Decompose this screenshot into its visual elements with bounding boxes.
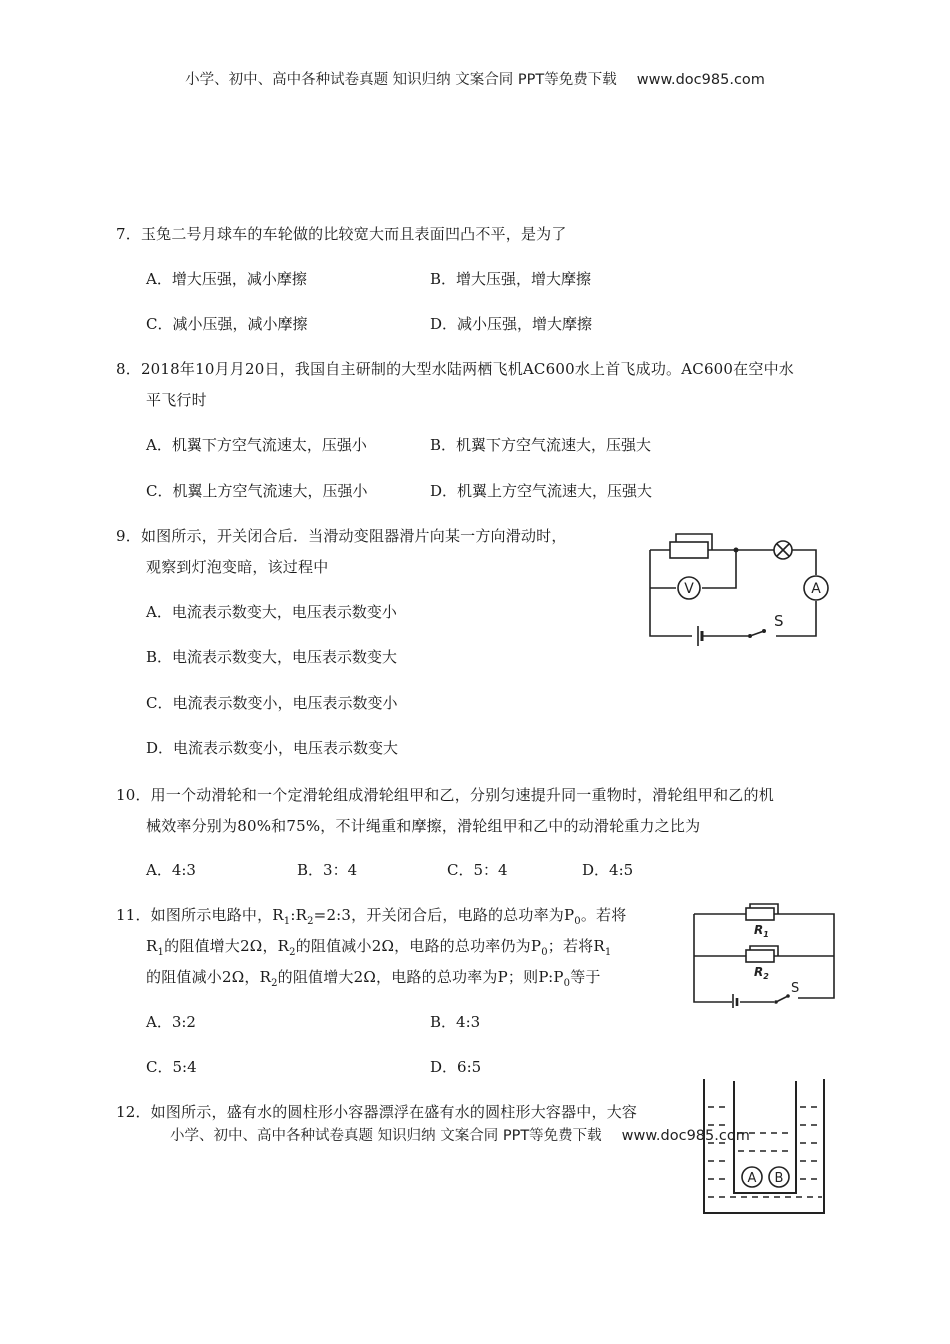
q10-option-b: B．3：4 [297, 861, 358, 879]
q10-stem-line1: 10．用一个动滑轮和一个定滑轮组成滑轮组甲和乙，分别匀速提升同一重物时，滑轮组甲和乙的机 [116, 786, 774, 804]
q9-voltmeter [678, 577, 700, 599]
q9-circuit-diagram [640, 528, 840, 650]
q11-r1-sub: 1 [763, 930, 769, 939]
page-header [0, 68, 950, 89]
q12-ball-b-label: B [774, 1171, 784, 1186]
q11-r2-label [754, 965, 769, 981]
q9-stem-line1: 9．如图所示，开关闭合后．当滑动变阻器滑片向某一方向滑动时， [116, 527, 567, 545]
q11-r2-body [746, 950, 774, 962]
q11-stem-line1 [116, 904, 626, 927]
q9-junction-dot [734, 548, 739, 553]
q12-ball-a [742, 1167, 762, 1187]
q11-switch-contact [774, 1000, 778, 1004]
q11-sub: 2 [271, 978, 278, 989]
q10-option-d: D．4:5 [582, 861, 634, 879]
footer-text: 小学、初中、高中各种试卷真题 知识归纳 文案合同 PPT等免费下载 [170, 1128, 602, 1144]
q9-voltmeter-label: V [684, 581, 694, 597]
q9-ammeter-label: A [811, 581, 821, 597]
q11-text: ；若将R [547, 937, 605, 955]
q11-text: 11．如图所示电路中，R [116, 906, 284, 924]
q11-sub: 0 [574, 916, 581, 927]
q11-text: 的阻值增大2Ω，电路的总功率为P；则P:P [277, 968, 564, 986]
footer-url[interactable]: www.doc985.com [621, 1128, 750, 1144]
q8-stem-line1: 8．2018年10月月20日，我国自主研制的大型水陆两栖飞机AC600水上首飞成功。AC600在空中水 [116, 360, 794, 378]
q11-option-a: A．3:2 [146, 1013, 196, 1031]
q10-option-a: A．4:3 [146, 861, 196, 879]
q7-option-a: A．增大压强，减小摩擦 [146, 270, 307, 288]
q11-switch-label: S [791, 981, 800, 996]
q9-rheostat-body [670, 542, 708, 558]
q10-stem-line2: 械效率分别为80%和75%，不计绳重和摩擦，滑轮组甲和乙中的动滑轮重力之比为 [146, 817, 701, 835]
q11-text: 。若将 [580, 906, 627, 924]
q11-text: R [146, 937, 158, 955]
q9-switch-label: S [774, 612, 784, 630]
q8-option-a: A．机翼下方空气流速太，压强小 [146, 436, 367, 454]
q11-text: 的阻值增大2Ω，R [164, 937, 290, 955]
q9-switch-pivot [762, 629, 766, 633]
q7-option-b: B．增大压强，增大摩擦 [430, 270, 592, 288]
q9-lamp [774, 541, 792, 559]
page-footer [170, 1124, 750, 1145]
q9-option-d: D．电流表示数变小，电压表示数变大 [146, 739, 399, 757]
q11-r1-letter: R [754, 923, 764, 937]
q10-option-c: C．5：4 [447, 861, 508, 879]
q11-r2-sub: 2 [763, 972, 769, 981]
q9-switch-contact [748, 634, 752, 638]
q12-stem: 12．如图所示，盛有水的圆柱形小容器漂浮在盛有水的圆柱形大容器中，大容 [116, 1103, 638, 1121]
q11-sub: 2 [289, 947, 296, 958]
q8-option-d: D．机翼上方空气流速大，压强大 [430, 482, 653, 500]
q11-text: :R [290, 906, 308, 924]
q11-sub: 2 [307, 916, 314, 927]
q12-container-diagram [698, 1075, 834, 1219]
q11-r2-letter: R [754, 965, 764, 979]
q11-sub: 1 [157, 947, 165, 958]
q8-option-b: B．机翼下方空气流速大，压强大 [430, 436, 652, 454]
q12-water-lines [708, 1107, 822, 1197]
q9-ammeter [804, 576, 828, 600]
q9-option-c: C．电流表示数变小，电压表示数变小 [146, 694, 398, 712]
q11-sub: 0 [563, 978, 571, 989]
q11-text: 的阻值减小2Ω，电路的总功率仍为P [295, 937, 542, 955]
q11-r1-body [746, 908, 774, 920]
q7-option-d: D．减小压强，增大摩擦 [430, 315, 593, 333]
q12-ball-b [769, 1167, 789, 1187]
q11-circuit-diagram [690, 902, 840, 1006]
q11-text: 的阻值减小2Ω，R [146, 968, 272, 986]
q8-option-c: C．机翼上方空气流速大，压强小 [146, 482, 368, 500]
q11-option-c: C．5:4 [146, 1058, 197, 1076]
q9-option-a: A．电流表示数变大，电压表示数变小 [146, 603, 397, 621]
q9-option-b: B．电流表示数变大，电压表示数变大 [146, 648, 398, 666]
q11-stem-line3 [146, 966, 601, 989]
q11-stem-line2 [146, 935, 611, 958]
q11-sub: 1 [283, 916, 291, 927]
q11-sub: 1 [604, 947, 612, 958]
q11-text: =2:3，开关闭合后，电路的总功率为P [313, 906, 575, 924]
header-text: 小学、初中、高中各种试卷真题 知识归纳 文案合同 PPT等免费下载 [185, 72, 617, 88]
q11-switch-pivot [786, 994, 790, 998]
q8-stem-line2: 平飞行时 [146, 391, 207, 409]
header-url[interactable]: www.doc985.com [636, 72, 765, 88]
q11-option-d: D．6:5 [430, 1058, 482, 1076]
q7-stem: 7．玉兔二号月球车的车轮做的比较宽大而且表面凹凸不平，是为了 [116, 225, 567, 243]
q11-sub: 0 [541, 947, 548, 958]
q11-text: 等于 [570, 968, 601, 986]
q11-r1-label [754, 923, 769, 939]
q12-ball-a-label: A [747, 1171, 757, 1186]
q11-option-b: B．4:3 [430, 1013, 481, 1031]
q9-stem-line2: 观察到灯泡变暗，该过程中 [146, 558, 329, 576]
q7-option-c: C．减小压强，减小摩擦 [146, 315, 308, 333]
